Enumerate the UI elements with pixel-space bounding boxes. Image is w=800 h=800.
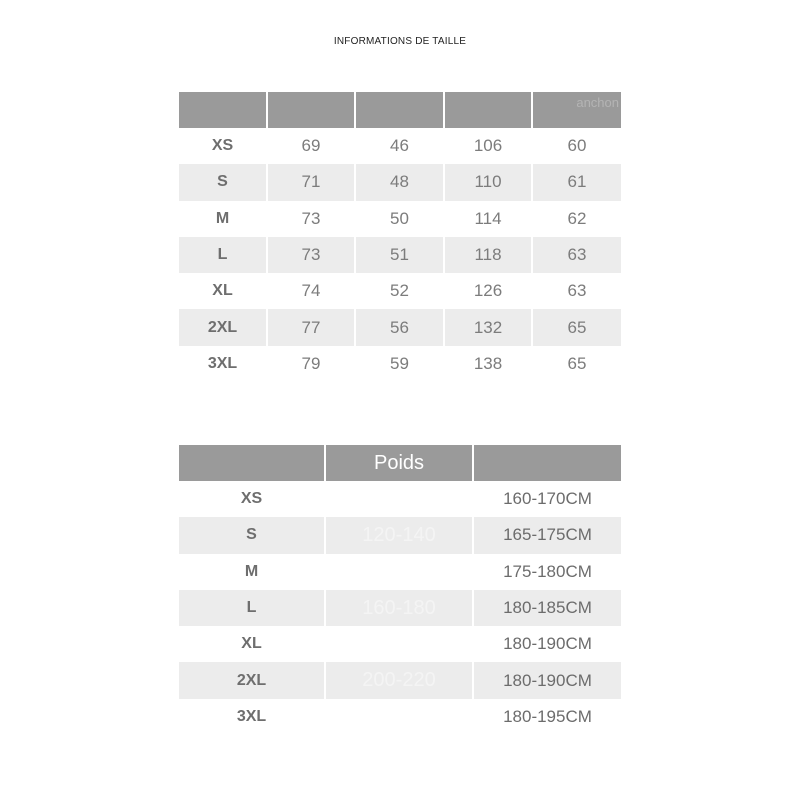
weight-cell — [326, 626, 474, 662]
height-cell: 180-190CM — [503, 670, 592, 690]
value-cell: 46 — [356, 128, 445, 164]
size-cell: XS — [179, 128, 268, 164]
value-cell: 56 — [356, 309, 445, 345]
header-cell — [179, 92, 268, 128]
value-cell: 65 — [567, 317, 587, 337]
value-cell: 52 — [356, 273, 445, 309]
value-cell: 77 — [268, 309, 356, 345]
size-cell: XS — [179, 481, 326, 517]
table-row — [179, 273, 621, 309]
header-cell — [445, 92, 533, 128]
value-cell: 114 — [445, 201, 533, 237]
value-cell: 50 — [356, 201, 445, 237]
value-cell: 118 — [445, 237, 533, 273]
value-cell: 138 — [445, 346, 533, 382]
table-row — [179, 237, 621, 273]
table-row — [179, 554, 621, 590]
value-cell: 106 — [445, 128, 533, 164]
size-cell: 3XL — [179, 346, 268, 382]
weight-cell: 160-180 — [326, 590, 474, 626]
size-cell: 3XL — [179, 699, 326, 735]
size-cell: M — [179, 201, 268, 237]
height-cell: 175-180CM — [503, 561, 592, 581]
weight-cell — [326, 699, 474, 735]
value-cell: 132 — [445, 309, 533, 345]
value-cell: 73 — [268, 237, 356, 273]
table-row — [179, 201, 621, 237]
value-cell: 74 — [268, 273, 356, 309]
value-cell: 110 — [445, 164, 533, 200]
size-cell: XL — [179, 273, 268, 309]
table-header — [179, 445, 621, 481]
header-cell — [356, 92, 445, 128]
page-title: INFORMATIONS DE TAILLE — [333, 36, 467, 47]
value-cell: 71 — [268, 164, 356, 200]
weight-cell: 120-140 — [326, 517, 474, 553]
value-cell: 63 — [567, 245, 587, 265]
table-row — [179, 481, 621, 517]
table-row — [179, 626, 621, 662]
table-row — [179, 662, 621, 698]
value-cell: 62 — [567, 208, 587, 228]
table-row — [179, 309, 621, 345]
value-cell: 73 — [268, 201, 356, 237]
size-cell: S — [179, 164, 268, 200]
value-cell: 65 — [567, 353, 587, 373]
header-cell-poids: Poids — [326, 445, 474, 481]
value-cell: 63 — [567, 281, 587, 301]
table-row — [179, 699, 621, 735]
header-cell — [268, 92, 356, 128]
value-cell: 60 — [567, 136, 587, 156]
value-cell: 59 — [356, 346, 445, 382]
height-cell: 180-190CM — [503, 634, 592, 654]
value-cell: 51 — [356, 237, 445, 273]
header-cell — [474, 445, 621, 481]
size-cell: L — [179, 237, 268, 273]
weight-cell — [326, 554, 474, 590]
height-cell: 180-185CM — [503, 598, 592, 618]
value-cell: 79 — [268, 346, 356, 382]
value-cell: 126 — [445, 273, 533, 309]
height-cell: 165-175CM — [503, 525, 592, 545]
table-row — [179, 128, 621, 164]
size-cell: S — [179, 517, 326, 553]
size-cell: XL — [179, 626, 326, 662]
size-measurements-table — [179, 92, 621, 382]
table-row — [179, 517, 621, 553]
table-row — [179, 590, 621, 626]
height-cell: 160-170CM — [503, 489, 592, 509]
size-cell: 2XL — [179, 662, 326, 698]
header-cell: anchon — [576, 95, 619, 110]
height-cell: 180-195CM — [503, 706, 592, 726]
value-cell: 69 — [268, 128, 356, 164]
weight-cell: 200-220 — [326, 662, 474, 698]
table-header — [179, 92, 621, 128]
value-cell: 61 — [567, 172, 587, 192]
size-cell: L — [179, 590, 326, 626]
size-cell: 2XL — [179, 309, 268, 345]
header-cell — [179, 445, 326, 481]
table-row — [179, 164, 621, 200]
size-cell: M — [179, 554, 326, 590]
value-cell: 48 — [356, 164, 445, 200]
weight-height-table — [179, 445, 621, 735]
weight-cell — [326, 481, 474, 517]
table-row — [179, 346, 621, 382]
